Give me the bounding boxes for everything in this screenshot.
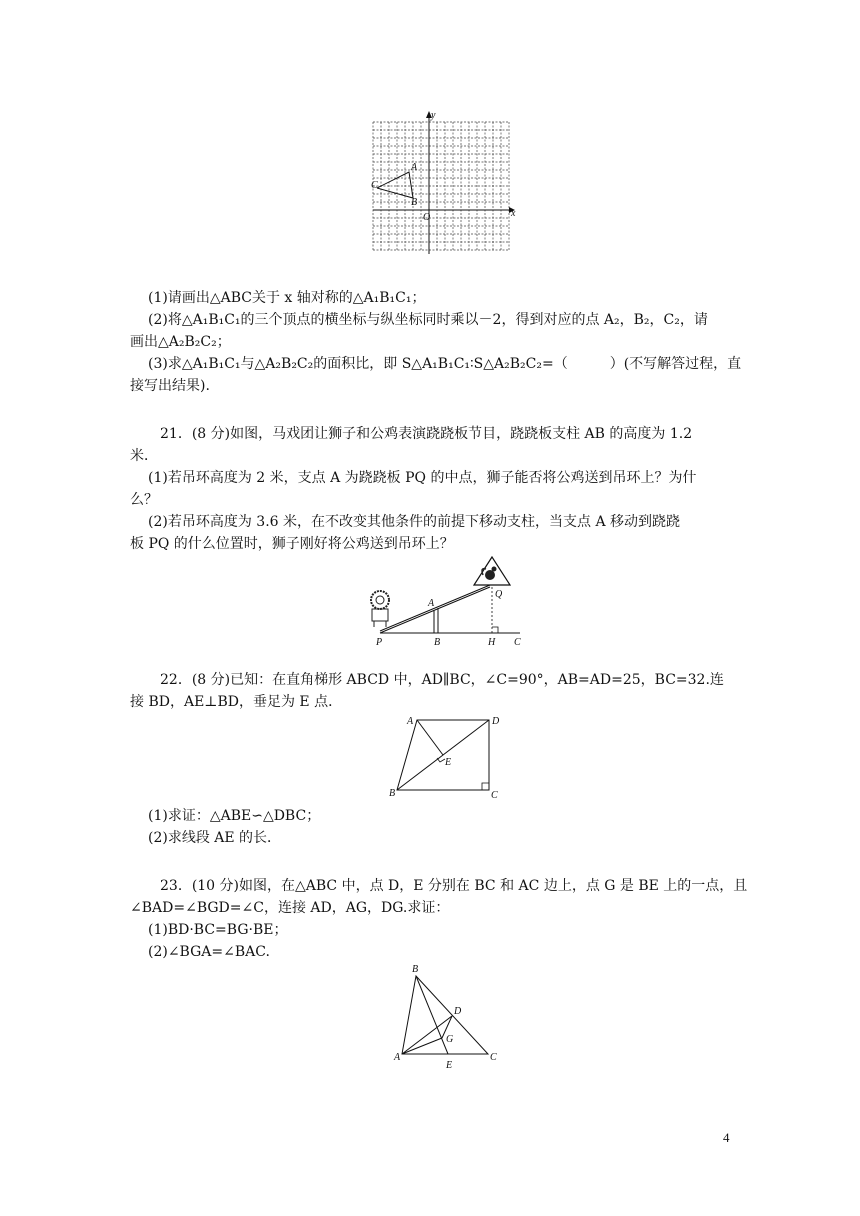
q20-part2-line2: 画出△A₂B₂C₂； bbox=[130, 334, 231, 350]
label-b: B bbox=[389, 788, 396, 799]
label-b: B bbox=[434, 637, 441, 648]
label-p: P bbox=[376, 637, 383, 648]
q21-part1-line2: 么？ bbox=[130, 492, 158, 508]
label-c: C bbox=[514, 637, 521, 648]
trapezoid-svg bbox=[385, 712, 505, 802]
q22-part1: (1)求证：△ABE∽△DBC； bbox=[148, 808, 321, 824]
x-axis-label: x bbox=[511, 208, 516, 219]
q21-part1-line1: (1)若吊环高度为 2 米，支点 A 为跷跷板 PQ 的中点，狮子能否将公鸡送到吊环上？为什 bbox=[148, 470, 697, 486]
seesaw-figure bbox=[362, 555, 532, 650]
grid-svg bbox=[365, 108, 525, 258]
label-g: G bbox=[446, 1034, 454, 1045]
seesaw-svg bbox=[362, 555, 532, 650]
label-d: D bbox=[492, 716, 500, 727]
y-axis-label: y bbox=[431, 110, 436, 121]
q23-stem-line2: ∠BAD=∠BGD=∠C，连接 AD，AG，DG.求证： bbox=[130, 900, 450, 916]
q21-part2-line2: 板 PQ 的什么位置时，狮子刚好将公鸡送到吊环上？ bbox=[130, 536, 454, 552]
q21-stem-line2: 米． bbox=[130, 448, 158, 464]
point-c-label: C bbox=[371, 180, 378, 191]
q20-part3-line1: (3)求△A₁B₁C₁与△A₂B₂C₂的面积比，即 S△A₁B₁C₁∶S△A₂B₂C₂=（ ）(不写解答过程，直 bbox=[148, 356, 742, 372]
coordinate-grid-figure bbox=[365, 108, 525, 258]
label-e: E bbox=[445, 757, 452, 768]
label-a: A bbox=[428, 598, 435, 609]
rooster-icon bbox=[482, 567, 497, 581]
q22-part2: (2)求线段 AE 的长． bbox=[148, 830, 282, 846]
triangle-svg bbox=[392, 960, 502, 1075]
page-number: 4 bbox=[723, 1130, 730, 1145]
point-b-label: B bbox=[411, 197, 418, 208]
triangle-figure bbox=[392, 960, 502, 1075]
q23-part1: (1)BD·BC=BG·BE； bbox=[148, 922, 288, 938]
label-h: H bbox=[488, 637, 496, 648]
q23-stem-line1: 23．(10 分)如图，在△ABC 中，点 D，E 分别在 BC 和 AC 边上，点 G 是 BE 上的一点，且 bbox=[160, 878, 748, 894]
label-q: Q bbox=[495, 589, 503, 600]
q20-part1: (1)请画出△ABC关于 x 轴对称的△A₁B₁C₁； bbox=[148, 290, 426, 306]
lion-icon bbox=[371, 591, 389, 627]
label-b: B bbox=[412, 964, 419, 975]
label-d: D bbox=[454, 1006, 462, 1017]
point-a-label: A bbox=[411, 162, 418, 173]
q22-stem-line1: 22．(8 分)已知：在直角梯形 ABCD 中，AD∥BC，∠C=90°，AB=AD=25，BC=32.连 bbox=[160, 672, 724, 688]
label-c: C bbox=[491, 790, 498, 801]
label-e: E bbox=[446, 1060, 453, 1071]
q21-stem-line1: 21．(8 分)如图，马戏团让狮子和公鸡表演跷跷板节目，跷跷板支柱 AB 的高度为 1.2 bbox=[160, 426, 693, 442]
q21-part2-line1: (2)若吊环高度为 3.6 米，在不改变其他条件的前提下移动支柱，当支点 A 移动到跷跷 bbox=[148, 514, 681, 530]
label-a: A bbox=[407, 716, 414, 727]
trapezoid-figure bbox=[385, 712, 505, 802]
q20-part2-line1: (2)将△A₁B₁C₁的三个顶点的横坐标与纵坐标同时乘以－2，得到对应的点 A₂，B₂，C₂，请 bbox=[148, 312, 708, 328]
q20-part3-line2: 接写出结果). bbox=[130, 378, 210, 394]
label-a: A bbox=[394, 1052, 401, 1063]
label-c: C bbox=[490, 1052, 497, 1063]
q23-part2: (2)∠BGA=∠BAC. bbox=[148, 944, 270, 960]
origin-label: O bbox=[423, 212, 431, 223]
q22-stem-line2: 接 BD，AE⊥BD，垂足为 E 点． bbox=[130, 694, 343, 710]
